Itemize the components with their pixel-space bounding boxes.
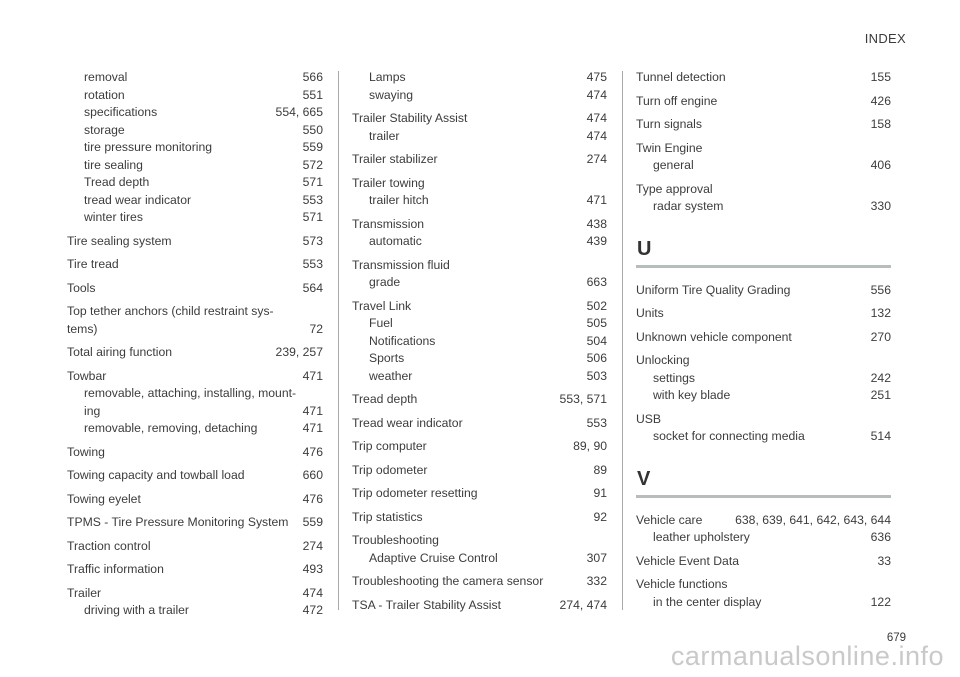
index-entry-row [352,597,607,615]
index-page-ref[interactable]: 91 [593,486,607,500]
index-entry [67,280,323,298]
section-letter: U [637,237,652,260]
page-number: 679 [886,632,906,644]
index-page-ref[interactable]: 514 [870,429,891,443]
index-subentry [352,550,607,568]
index-subentry [352,315,607,333]
index-page-ref[interactable]: 471 [586,193,607,207]
page-header: INDEX [864,31,906,46]
index-label: Turn signals [636,117,702,131]
index-subentry [636,428,891,446]
index-label: Trailer stabilizer [352,152,438,166]
index-entry-row [636,512,891,530]
index-page-ref[interactable]: 426 [870,93,891,108]
index-page-ref[interactable]: 559 [302,515,323,529]
index-label: Towing eyelet [67,491,141,506]
index-entry [352,298,607,386]
index-label: Trip computer [352,439,427,453]
index-entry [636,411,891,446]
index-entry [636,576,891,611]
index-subentry [67,192,323,210]
index-label: Uniform Tire Quality Grading [636,282,791,297]
index-label: Tread wear indicator [352,415,463,430]
index-entry [67,344,323,362]
index-label: Tunnel detection [636,70,726,84]
index-entry [352,438,607,456]
index-entry [67,233,323,251]
index-subentry [636,594,891,612]
column-divider [338,71,339,610]
index-entry [352,485,607,503]
index-label: Lamps [369,70,406,84]
index-label: Traffic information [67,562,164,576]
index-page-ref[interactable]: 474 [302,585,323,600]
index-subentry [67,602,323,620]
index-page-ref[interactable]: 122 [870,594,891,609]
section-letter-heading [636,469,891,498]
index-page-ref[interactable]: 660 [302,468,323,482]
index-label-continued: removable, attaching, installing, mount- [84,386,297,400]
index-subentry [352,333,607,351]
index-page-ref[interactable]: 504 [586,333,607,348]
index-label: leather upholstery [653,530,750,544]
index-entry-row [67,467,323,485]
index-subentry [352,350,607,368]
index-page-ref[interactable]: 553 [586,415,607,430]
index-subentry [67,139,323,157]
index-entry [352,462,607,480]
index-entry-row [352,509,607,527]
index-subentry [352,233,607,251]
index-heading: Troubleshooting [352,533,439,547]
index-entry [636,352,891,405]
index-label: Sports [369,351,405,365]
index-page-ref[interactable]: 474 [586,111,607,125]
index-page-ref[interactable]: 242 [870,370,891,385]
index-page-ref[interactable]: 33 [877,553,891,568]
index-page-ref[interactable]: 571 [302,210,323,224]
index-entry [636,329,891,347]
index-label: Adaptive Cruise Control [369,550,498,565]
index-page-ref[interactable]: 274, 474 [559,597,607,612]
index-heading: Type approval [636,181,713,196]
index-page-ref[interactable]: 406 [870,158,891,172]
index-subentry [352,128,607,146]
index-page-ref[interactable]: 506 [586,351,607,365]
index-page-ref[interactable]: 92 [593,509,607,524]
index-entry [67,303,323,338]
index-entry [67,585,323,620]
index-subentry [67,174,323,192]
index-entry-row [67,368,323,386]
index-label: Trailer [67,585,102,600]
index-subentry [352,69,607,87]
index-label: removal [84,70,128,84]
index-page-ref[interactable]: 573 [302,233,323,248]
index-label: Trip odometer resetting [352,486,478,500]
index-entry [352,509,607,527]
index-label: Towing [67,444,105,459]
index-entry [352,69,607,104]
index-label: tire sealing [84,157,143,172]
index-entry-row [67,491,323,509]
index-page-ref[interactable]: 551 [302,87,323,102]
column-divider [622,71,623,610]
index-page-ref[interactable]: 553 [302,192,323,207]
index-entry-row [352,298,607,316]
index-page-ref[interactable]: 502 [586,298,607,313]
index-entry [636,553,891,571]
index-label: settings [653,370,696,385]
index-label: Vehicle Event Data [636,553,739,568]
index-page-ref[interactable]: 471 [302,368,323,383]
index-subentry [67,403,323,421]
index-entry-row [352,151,607,169]
index-entry-row [352,415,607,433]
index-column-1 [67,69,323,620]
index-label: trailer hitch [369,193,429,207]
index-label: tems) [67,321,98,336]
index-subentry [352,87,607,105]
index-page-ref[interactable]: 251 [870,388,891,402]
index-entry-row [67,256,323,274]
index-label: Total airing function [67,345,173,359]
index-entry-row [67,538,323,556]
index-label: in the center display [653,594,762,609]
index-heading: Unlocking [636,353,690,367]
index-column-2 [352,69,607,614]
index-entry-row [67,444,323,462]
index-label: ing [84,403,101,418]
index-subentry [67,209,323,227]
index-label: winter tires [84,210,143,224]
section-letter: V [637,467,651,490]
index-page-ref[interactable]: 155 [870,70,891,84]
index-subentry [636,370,891,388]
index-entry [352,573,607,591]
index-page-ref[interactable]: 274 [586,152,607,166]
index-page-ref[interactable]: 571 [302,175,323,189]
section-rule [636,265,891,268]
index-label: removable, removing, detaching [84,421,258,435]
index-entry-row [352,573,607,591]
index-entry-row [352,438,607,456]
index-entry-row [636,93,891,111]
index-entry-row [352,462,607,480]
index-entry [67,69,323,227]
index-entry-row [352,391,607,409]
index-page-ref[interactable]: 566 [302,70,323,84]
index-page-ref[interactable]: 556 [870,282,891,297]
index-page-ref[interactable]: 474 [586,128,607,143]
index-entry [636,305,891,323]
index-page-ref[interactable]: 493 [302,562,323,576]
index-label: Trip statistics [352,509,423,524]
index-label: general [653,158,694,172]
index-heading: Twin Engine [636,140,703,155]
index-label: Troubleshooting the camera sensor [352,574,544,588]
index-entry-row [67,344,323,362]
index-label: Trailer Stability Assist [352,111,468,125]
index-entry [67,514,323,532]
index-subentry [636,198,891,216]
index-label: Notifications [369,333,436,348]
index-entry-row [636,69,891,87]
index-page-ref[interactable]: 564 [302,280,323,295]
index-label: Tire tread [67,257,119,271]
index-entry [636,116,891,134]
index-entry [352,415,607,433]
index-entry [67,538,323,556]
index-entry [352,175,607,210]
index-page-ref[interactable]: 476 [302,444,323,459]
section-rule [636,495,891,498]
index-page-ref[interactable]: 332 [586,574,607,588]
index-subentry [67,420,323,438]
index-label: grade [369,275,401,289]
index-entry-row [636,282,891,300]
index-heading: USB [636,411,662,426]
index-page-ref[interactable]: 476 [302,491,323,506]
index-label: TSA - Trailer Stability Assist [352,597,501,612]
index-entry [67,256,323,274]
index-entry [636,181,891,216]
index-label: Tread depth [84,175,150,189]
index-label: Fuel [369,316,393,330]
index-page-ref[interactable]: 270 [870,329,891,344]
index-subentry [352,192,607,210]
index-label: Vehicle care [636,512,703,527]
index-page-ref[interactable]: 503 [586,368,607,383]
index-page-ref[interactable]: 475 [586,70,607,84]
index-entry-row [67,585,323,603]
index-page-ref[interactable]: 471 [302,421,323,435]
index-label: specifications [84,105,158,119]
index-entry-row [636,553,891,571]
index-subentry [636,387,891,405]
index-entry [636,512,891,547]
index-label: tire pressure monitoring [84,140,213,154]
index-entry [67,444,323,462]
index-label: Tread depth [352,392,418,406]
index-label: driving with a trailer [84,603,189,617]
index-subentry [352,274,607,292]
index-label: Units [636,306,664,320]
index-label: Unknown vehicle component [636,329,792,344]
index-heading: Vehicle functions [636,577,728,591]
index-entry-row [352,485,607,503]
index-entry [67,467,323,485]
index-page-ref[interactable]: 553, 571 [559,392,607,406]
index-entry-row [636,116,891,134]
watermark: carmanualsonline.info [670,641,944,671]
index-page-ref[interactable]: 572 [302,157,323,172]
index-page-ref[interactable]: 239, 257 [275,345,323,359]
index-page-ref[interactable]: 274 [302,538,323,553]
index-entry [67,368,323,438]
index-label: Tire sealing system [67,233,172,248]
index-entry [352,597,607,615]
index-label: Transmission [352,216,425,231]
index-entry [636,93,891,111]
index-label: Traction control [67,538,151,553]
index-label: tread wear indicator [84,192,192,207]
section-letter-heading [636,239,891,268]
index-entry [352,532,607,567]
index-entry-row [67,233,323,251]
index-entry [636,282,891,300]
index-subentry [67,69,323,87]
index-label: Turn off engine [636,93,718,108]
index-entry [352,216,607,251]
index-entry-row [67,321,323,339]
index-entry [352,110,607,145]
index-heading: Trailer towing [352,175,425,190]
index-entry [352,257,607,292]
index-page-ref[interactable]: 330 [870,199,891,213]
index-page-ref[interactable]: 638, 639, 641, 642, 643, 644 [735,512,891,527]
index-label: trailer [369,128,400,143]
index-page-ref[interactable]: 72 [309,321,323,336]
index-heading: Transmission fluid [352,257,450,272]
index-page-ref[interactable]: 472 [302,603,323,617]
index-label: Tools [67,280,96,295]
index-page-ref[interactable]: 307 [586,550,607,565]
index-label: socket for connecting media [653,429,805,443]
index-label: Trip odometer [352,462,428,477]
index-label: Travel Link [352,298,412,313]
index-subentry [636,529,891,547]
index-entry [352,151,607,169]
index-page-ref[interactable]: 471 [302,403,323,418]
index-label: Towing capacity and towball load [67,468,245,482]
index-entry-row [352,216,607,234]
index-label: weather [369,368,413,383]
index-subentry [636,157,891,175]
index-page-ref[interactable]: 553 [302,257,323,271]
index-entry [636,69,891,87]
index-page-ref[interactable]: 559 [302,140,323,154]
index-page-ref[interactable]: 505 [586,316,607,330]
index-entry-row [352,110,607,128]
index-label: Towbar [67,368,107,383]
index-subentry [67,104,323,122]
index-entry-row [67,514,323,532]
index-label: swaying [369,87,414,102]
index-page-ref[interactable]: 636 [870,530,891,544]
index-page-ref[interactable]: 89, 90 [573,439,607,453]
index-page-ref[interactable]: 438 [586,216,607,231]
index-label: rotation [84,87,125,102]
index-entry-row [67,561,323,579]
index-entry-row [636,329,891,347]
index-entry [636,140,891,175]
index-subentry [67,157,323,175]
index-page-ref[interactable]: 132 [870,306,891,320]
index-label: automatic [369,234,422,248]
index-page-ref[interactable]: 474 [586,87,607,102]
index-subentry [67,87,323,105]
index-page-ref[interactable]: 550 [302,122,323,137]
index-subentry [67,122,323,140]
index-page-ref[interactable]: 663 [586,275,607,289]
index-entry-row [636,305,891,323]
index-subentry [352,368,607,386]
index-entry [67,491,323,509]
index-label: with key blade [653,388,731,402]
index-label-continued: Top tether anchors (child restraint sys- [67,304,274,318]
index-page-ref[interactable]: 89 [593,462,607,477]
index-entry-row [67,280,323,298]
index-page-ref[interactable]: 158 [870,117,891,131]
index-label: TPMS - Tire Pressure Monitoring System [67,515,289,529]
index-entry [67,561,323,579]
index-page-ref[interactable]: 554, 665 [275,105,323,119]
index-label: storage [84,122,125,137]
index-entry [352,391,607,409]
index-label: radar system [653,199,724,213]
index-page-ref[interactable]: 439 [586,234,607,248]
index-column-3 [636,69,891,611]
